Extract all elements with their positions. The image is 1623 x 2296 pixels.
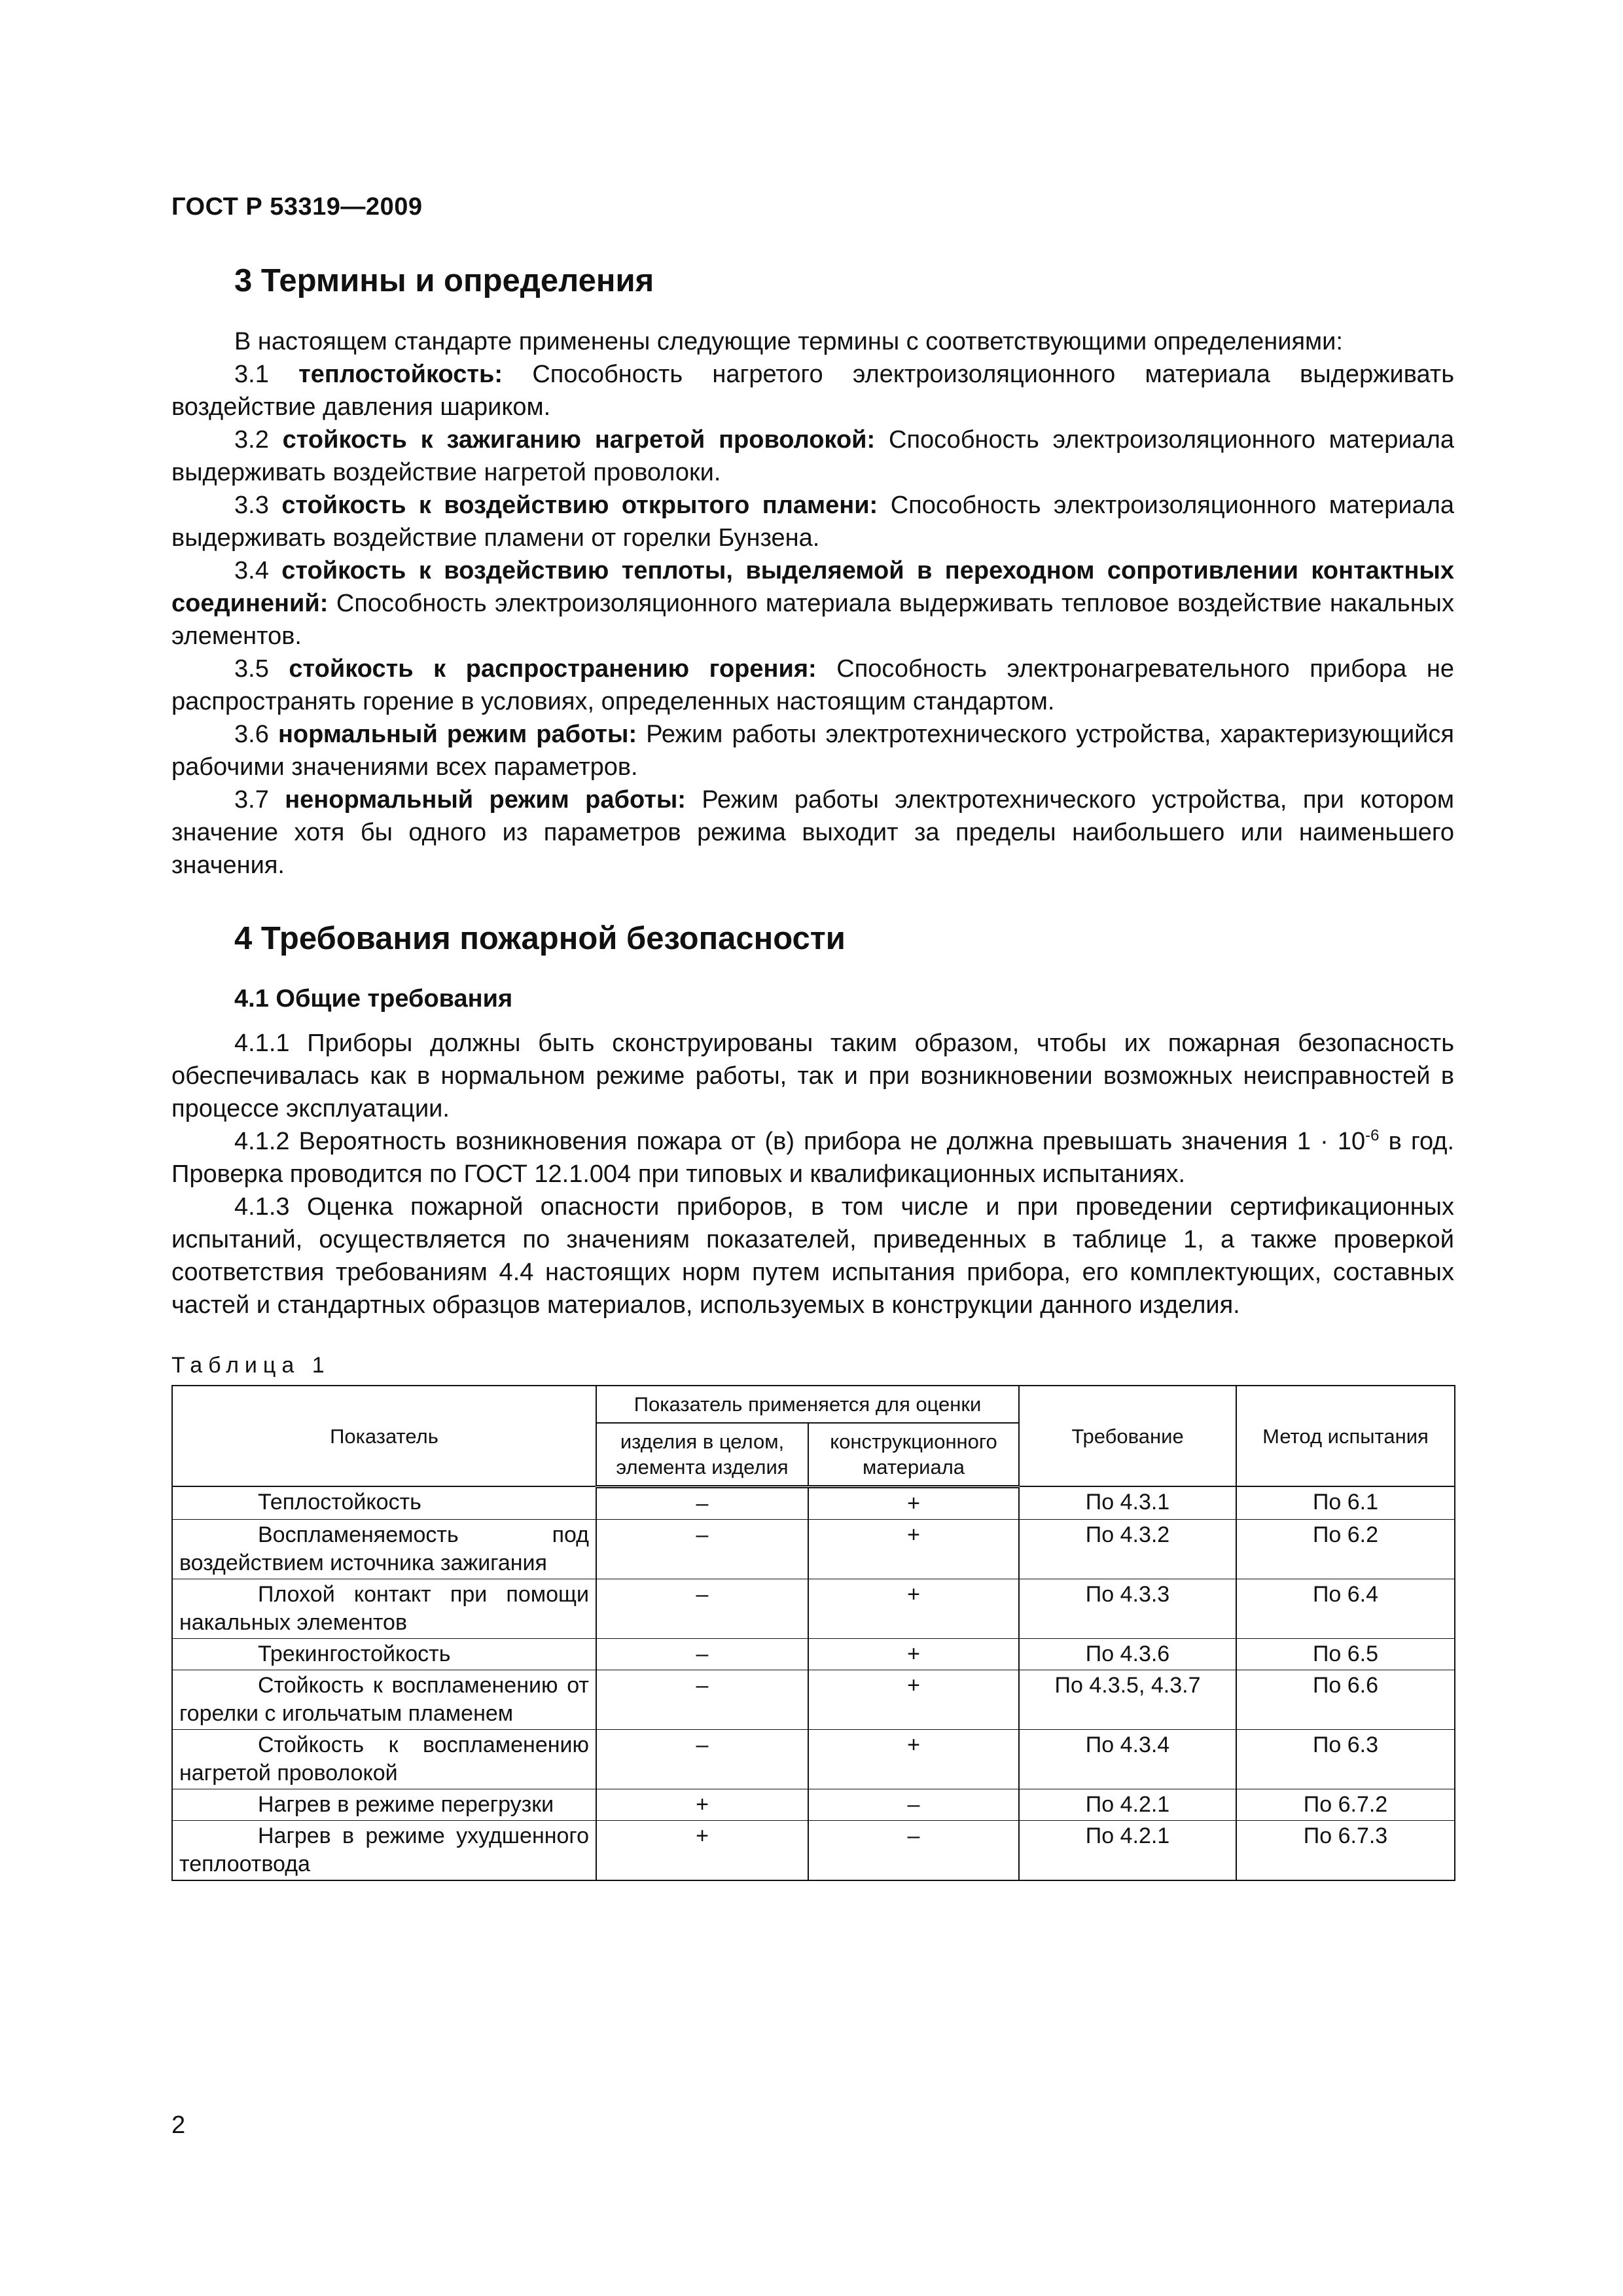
header-applied-for: Показатель применяется для оценки [596, 1386, 1019, 1423]
term-number: 3.4 [234, 556, 269, 584]
table-row [172, 1789, 1455, 1820]
cell-material: – [808, 1820, 1019, 1880]
cell-indicator: Трекингостойкость [172, 1638, 596, 1670]
table-row [172, 1729, 1455, 1789]
cell-indicator: Стойкость к воспламенению от горелки с игольчатым пламенем [172, 1670, 596, 1729]
cell-requirement: По 4.3.6 [1019, 1638, 1236, 1670]
term-name: стойкость к воздействию открытого пламени: [281, 491, 878, 519]
term-definition [171, 358, 1454, 423]
term-definition [171, 554, 1454, 653]
paragraph-4-1-3: 4.1.3 Оценка пожарной опасности приборов, в том числе и при проведении сертификационных испытаний, осуществляется по значениям показателей, приведенных в таблице 1, а также проверкой соответствия требованиям 4.4 настоящих норм путем испытания прибора, его комплектующих, составных частей и стандартных образцов материалов, используемых в конструкции данного изделия. [171, 1193, 1454, 1319]
cell-material: + [808, 1670, 1019, 1729]
cell-method: По 6.7.3 [1236, 1820, 1455, 1880]
cell-indicator: Плохой контакт при помощи накальных элементов [172, 1579, 596, 1638]
table-row [172, 1486, 1455, 1519]
cell-method: По 6.3 [1236, 1729, 1455, 1789]
term-number: 3.7 [234, 785, 269, 814]
section-4-title: 4 Требования пожарной безопасности [234, 920, 846, 956]
paragraph-4-1-2 [171, 1125, 1454, 1191]
term-text: Способность электроизоляционного материала выдерживать воздействие нагретой проволоки. [171, 425, 1455, 486]
cell-requirement: По 4.3.5, 4.3.7 [1019, 1670, 1236, 1729]
term-definition [171, 653, 1454, 718]
cell-method: По 6.1 [1236, 1486, 1455, 1519]
cell-product: – [596, 1519, 808, 1579]
term-number: 3.1 [234, 360, 269, 388]
table-row [172, 1820, 1455, 1880]
cell-indicator: Воспламеняемость под воздействием источника зажигания [172, 1519, 596, 1579]
term-number: 3.5 [234, 655, 269, 683]
cell-method: По 6.5 [1236, 1638, 1455, 1670]
cell-material: + [808, 1729, 1019, 1789]
cell-product: – [596, 1670, 808, 1729]
cell-material: – [808, 1789, 1019, 1820]
section-3-title: 3 Термины и определения [234, 263, 654, 298]
term-text: Режим работы электротехнического устройства, характеризующийся рабочими значениями всех параметров. [171, 720, 1454, 781]
cell-indicator: Теплостойкость [172, 1486, 596, 1519]
table-row [172, 1638, 1455, 1670]
term-number: 3.6 [234, 720, 269, 748]
cell-requirement: По 4.3.3 [1019, 1579, 1236, 1638]
exponent: -6 [1365, 1126, 1380, 1145]
section-3-intro: В настоящем стандарте применены следующие термины с соответствующими определениями: [234, 327, 1343, 355]
term-name: стойкость к распространению горения: [289, 655, 817, 683]
term-number: 3.3 [234, 491, 269, 519]
cell-product: – [596, 1729, 808, 1789]
cell-requirement: По 4.3.2 [1019, 1519, 1236, 1579]
cell-indicator: Нагрев в режиме перегрузки [172, 1789, 596, 1820]
term-definition [171, 423, 1454, 489]
term-name: стойкость к зажиганию нагретой проволокой: [282, 425, 876, 454]
term-text: Режим работы электротехнического устройства, при котором значение хотя бы одного из параметров режима выходит за пределы наибольшего или наименьшего значения. [171, 785, 1455, 879]
table-row [172, 1579, 1455, 1638]
section-spacer [171, 882, 1454, 920]
cell-method: По 6.2 [1236, 1519, 1455, 1579]
table-row [172, 1670, 1455, 1729]
term-definition [171, 783, 1454, 882]
header-product: изделия в целом, элемента изделия [596, 1423, 808, 1487]
term-name: теплостойкость: [298, 360, 503, 388]
cell-method: По 6.7.2 [1236, 1789, 1455, 1820]
cell-requirement: По 4.3.4 [1019, 1729, 1236, 1789]
cell-material: + [808, 1519, 1019, 1579]
cell-indicator: Стойкость к воспламенению нагретой проволокой [172, 1729, 596, 1789]
cell-material: + [808, 1638, 1019, 1670]
term-text: Способность электроизоляционного материала выдерживать воздействие пламени от горелки Бунзена. [171, 491, 1455, 552]
cell-product: + [596, 1789, 808, 1820]
cell-product: – [596, 1486, 808, 1519]
header-material: конструкционного материала [808, 1423, 1019, 1487]
header-requirement: Требование [1019, 1386, 1236, 1487]
term-text: Способность нагретого электроизоляционного материала выдерживать воздействие давления шариком. [171, 360, 1455, 421]
cell-requirement: По 4.2.1 [1019, 1789, 1236, 1820]
term-definition [171, 489, 1454, 554]
cell-requirement: По 4.3.1 [1019, 1486, 1236, 1519]
table-row [172, 1519, 1455, 1579]
cell-product: – [596, 1579, 808, 1638]
paragraph-4-1-2-text: 4.1.2 Вероятность возникновения пожара от (в) прибора не должна превышать значения 1 · 10 [234, 1127, 1366, 1155]
term-text: Способность электронагревательного прибора не распространять горение в условиях, определенных настоящим стандартом. [171, 655, 1455, 715]
term-name: ненормальный режим работы: [285, 785, 686, 814]
term-text: Способность электроизоляционного материала выдерживать тепловое воздействие накальных элементов. [171, 589, 1454, 650]
cell-requirement: По 4.2.1 [1019, 1820, 1236, 1880]
cell-indicator: Нагрев в режиме ухудшенного теплоотвода [172, 1820, 596, 1880]
cell-method: По 6.6 [1236, 1670, 1455, 1729]
cell-product: – [596, 1638, 808, 1670]
document-body [171, 262, 1454, 1881]
paragraph-4-1-1: 4.1.1 Приборы должны быть сконструированы таким образом, чтобы их пожарная безопасность обеспечивалась как в нормальном режиме работы, так и при возникновении возможных неисправностей в процессе эксплуатации. [171, 1029, 1454, 1122]
document-id-header: ГОСТ Р 53319—2009 [171, 193, 423, 221]
term-number: 3.2 [234, 425, 269, 454]
header-method: Метод испытания [1236, 1386, 1455, 1487]
table-caption: Таблица 1 [171, 1352, 330, 1378]
subsection-4-1-title: 4.1 Общие требования [234, 984, 513, 1013]
term-definition [171, 718, 1454, 783]
header-indicator: Показатель [172, 1386, 596, 1487]
cell-product: + [596, 1820, 808, 1880]
cell-material: + [808, 1579, 1019, 1638]
term-name: нормальный режим работы: [277, 720, 637, 748]
cell-method: По 6.4 [1236, 1579, 1455, 1638]
indicators-table [171, 1385, 1455, 1881]
paragraph-4-1-2-text-end: в год. Проверка проводится по ГОСТ 12.1.004 при типовых и квалификационных испытаниях. [171, 1127, 1454, 1188]
term-name: стойкость к воздействию теплоты, выделяемой в переходном сопротивлении контактных соединений: [171, 556, 1454, 617]
cell-material: + [808, 1486, 1019, 1519]
page-number: 2 [171, 2111, 186, 2139]
